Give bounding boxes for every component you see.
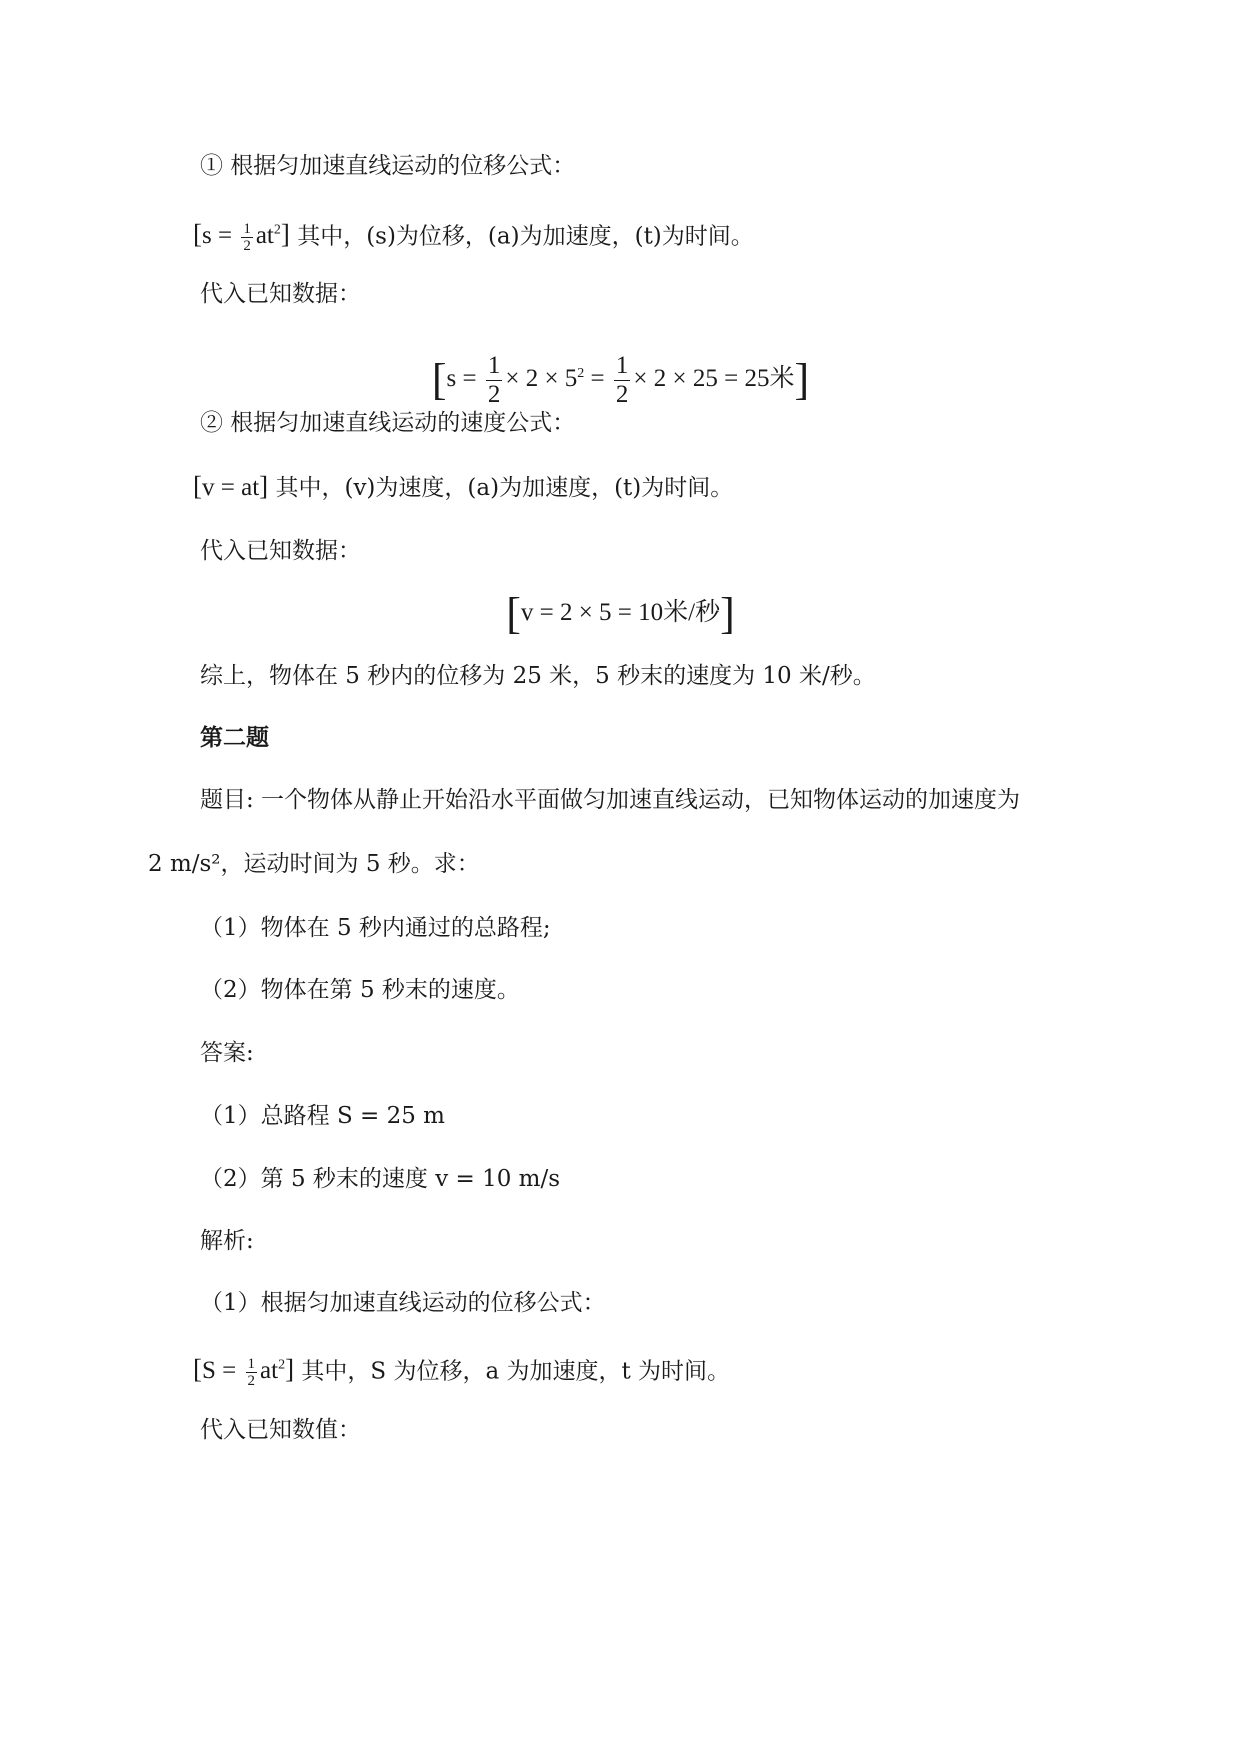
equation-displacement-result: 25米 bbox=[744, 365, 795, 393]
analysis-step-1: （1）根据匀加速直线运动的位移公式： bbox=[200, 1290, 606, 1316]
formula-S-line bbox=[193, 1350, 730, 1389]
formula-S-explain: 其中，S 为位移，a 为加速度，t 为时间。 bbox=[301, 1358, 731, 1385]
equation-velocity: [v = 2 × 5 = 10米/秒] bbox=[506, 589, 735, 638]
formula-velocity-line bbox=[193, 470, 733, 504]
step1-heading: ① 根据匀加速直线运动的位移公式： bbox=[200, 153, 576, 179]
section-title: 第二题 bbox=[200, 724, 269, 751]
formula-velocity: [v = at] bbox=[193, 471, 269, 501]
formula-S: [S = $\frac{1}{2}$ $at^2$] bbox=[193, 1354, 295, 1390]
substitute-label-2: 代入已知数据： bbox=[200, 538, 361, 564]
summary-text: 综上，物体在 5 秒内的位移为 25 米，5 秒末的速度为 10 米/秒。 bbox=[200, 663, 876, 689]
analysis-label: 解析: bbox=[200, 1228, 254, 1254]
substitute-label-1: 代入已知数据： bbox=[200, 281, 361, 307]
answer-2: （2）第 5 秒末的速度 v = 10 m/s bbox=[200, 1166, 561, 1192]
formula-displacement: [s = $\frac{1}{2}$ $at^2$] bbox=[193, 219, 290, 255]
formula-displacement-explain: 其中，(s)为位移，(a)为加速度，(t)为时间。 bbox=[297, 223, 754, 250]
answer-1: （1）总路程 S = 25 m bbox=[200, 1103, 445, 1129]
formula-displacement-line bbox=[193, 215, 754, 254]
answer-label: 答案: bbox=[200, 1040, 254, 1066]
question-1: （1）物体在 5 秒内通过的总路程; bbox=[200, 915, 551, 941]
equation-displacement: [s = $\frac{1}{2}$ × $2 \times 5^2$ = $\frac{1}{2}$ × 2 × 25 = 25米] bbox=[431, 352, 810, 408]
formula-velocity-explain: 其中，(v)为速度，(a)为加速度，(t)为时间。 bbox=[275, 475, 734, 501]
substitute-label-3: 代入已知数值： bbox=[200, 1417, 361, 1443]
step2-heading: ② 根据匀加速直线运动的速度公式： bbox=[200, 410, 576, 436]
question-2: （2）物体在第 5 秒末的速度。 bbox=[200, 977, 520, 1003]
problem-line-2: 2 m/s²，运动时间为 5 秒。求： bbox=[148, 851, 480, 877]
equation-velocity-result: 10米/秒 bbox=[638, 599, 721, 626]
problem-line-1: 题目: 一个物体从静止开始沿水平面做匀加速直线运动，已知物体运动的加速度为 bbox=[200, 787, 1021, 813]
